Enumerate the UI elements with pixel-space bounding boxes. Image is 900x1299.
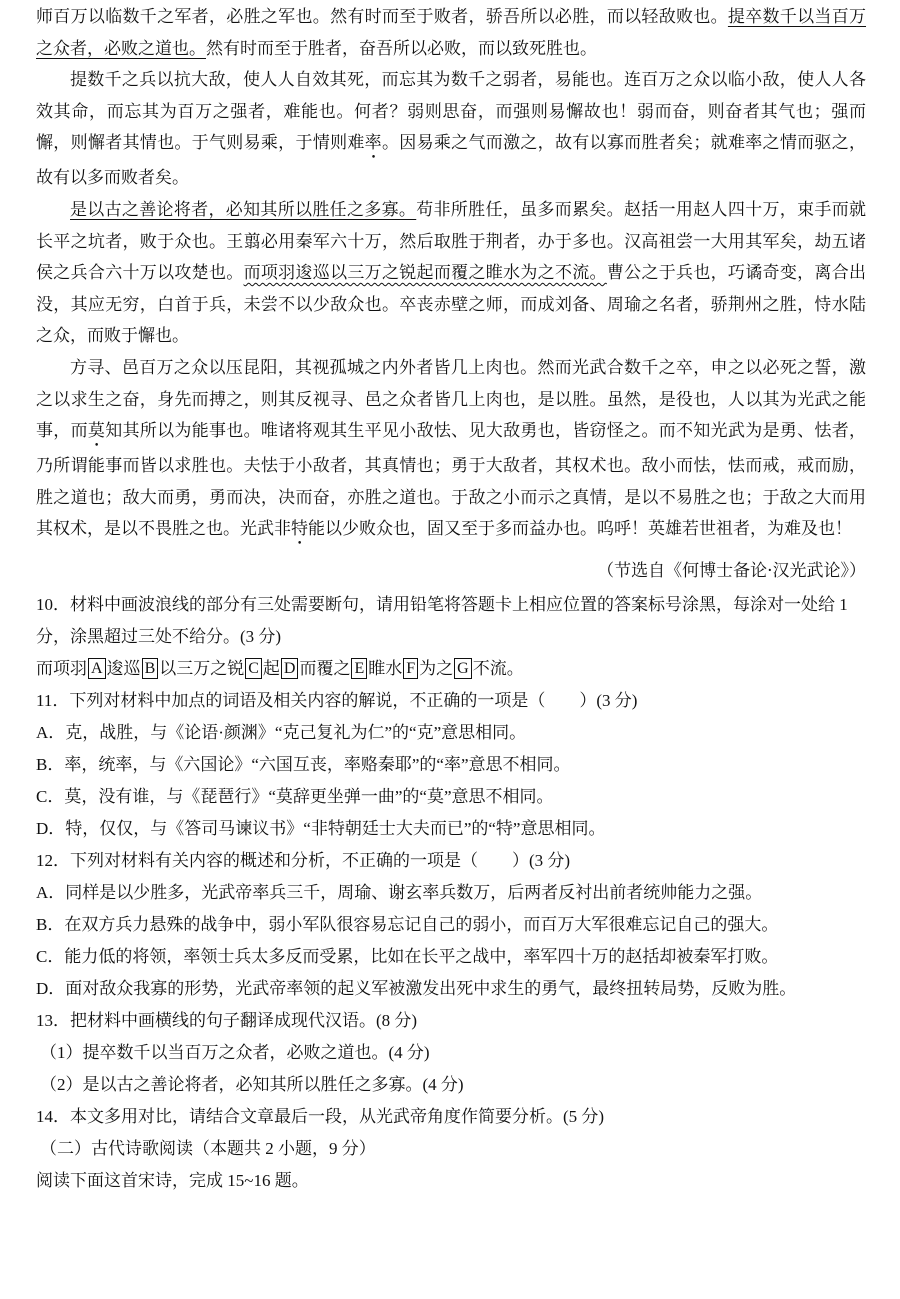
passage-paragraph-1 [36, 2, 866, 65]
passage-paragraph-3 [36, 195, 866, 353]
q10-box-g: G [454, 658, 472, 679]
passage-text: 能以少败众也，固又至于多而益办也。呜呼！英雄若世祖者，为难及也！ [308, 519, 852, 540]
question-13-item-1: （1）提卒数千以当百万之众者，必败之道也。(4 分) [40, 1043, 430, 1063]
dotted-word-lv: 率 [364, 133, 382, 154]
passage-text: 方寻、邑百万之众以压昆阳，其视孤城之内外者皆几上肉也。然而光武合数千之卒，申之以必死之誓，激之以求生之奋，身先而搏之，则其反视寻、邑之众者皆几上肉也，是以胜。虽然，是役也，人以其为光武之能事，而 [36, 357, 866, 442]
question-12-option-a: A．同样是以少胜多，光武帝率兵三千，周瑜、谢玄率兵数万，后两者反衬出前者统帅能力之强。 [36, 883, 763, 903]
q10-segment: 为之 [419, 659, 454, 679]
q10-segment: 而覆之 [299, 659, 351, 679]
underlined-sentence-2: 是以古之善论将者，必知其所以胜任之多寡。 [70, 199, 417, 220]
question-11-option-c: C．莫，没有谁，与《琵琶行》“莫辞更坐弹一曲”的“莫”意思不相同。 [36, 787, 554, 807]
question-13 [36, 1005, 866, 1101]
passage-text: 师百万以临数千之军者，必胜之军也。然有时而至于败者，骄吾所以必胜，而以轻敌败也。 [36, 7, 728, 27]
passage-text: 苟非所胜任，虽多而累矣。赵括一用赵人四十万，束手而就长平之坑者，败于众也。王翦必用秦军六十万，然后取胜于荆者，办于多也。汉高祖尝一大用其军矣，劫五诸侯之兵合六十万以攻楚也。 [36, 199, 867, 284]
section-2-title: （二）古代诗歌阅读（本题共 2 小题，9 分） [40, 1139, 376, 1159]
q10-box-b: B [142, 658, 159, 679]
question-12-stem: 12．下列对材料有关内容的概述和分析，不正确的一项是（ ）(3 分) [36, 851, 571, 871]
q10-segment: 以三万之锐 [159, 659, 245, 679]
dotted-word-mo: 莫 [87, 421, 106, 442]
exam-page [0, 2, 900, 1299]
dotted-word-te: 特 [291, 519, 308, 540]
question-11-option-a: A．克，战胜，与《论语·颜渊》“克己复礼为仁”的“克”意思相同。 [36, 723, 527, 743]
q10-segment: 睢水 [368, 659, 403, 679]
passage-text: 曹公之于兵也，巧谲奇变，离合出没，其应无穷，白首于兵，未尝不以少敌众也。卒丧赤壁之师，而成刘备、周瑜之名者，骄荆州之胜，恃水陆之众，而败于懈也。 [36, 263, 867, 347]
question-10-stem: 10．材料中画波浪线的部分有三处需要断句，请用铅笔将答题卡上相应位置的答案标号涂黑，每涂对一处给 1 分，涂黑超过三处不给分。(3 分) [36, 595, 848, 647]
passage-text: 。因易乘之气而激之，故有以寡而胜者矣；就难率之情而驱之，故有以多而败者矣。 [36, 133, 867, 189]
classical-passage [36, 2, 866, 549]
q10-box-e: E [351, 658, 367, 679]
question-12-option-c: C．能力低的将领，率领士兵太多反而受累，比如在长平之战中，率军四十万的赵括却被秦军打败。 [36, 947, 779, 967]
passage-text: 提数千之兵以抗大敌，使人人自效其死，而忘其为数千之弱者，易能也。连百万之众以临小敌，使人人各效其命，而忘其为百万之强者，难能也。何者？弱则思奋，而强则易懈故也！弱而奋，则奋者其气也；强而懈，则懈者其情也。于气则易乘，于情则难 [36, 70, 866, 154]
q10-box-a: A [88, 658, 106, 679]
q10-segment: 起 [262, 659, 280, 679]
wavy-underlined-sentence: 而项羽逡巡以三万之锐起而覆之睢水为之不流。 [243, 263, 607, 284]
poem-instruction: 阅读下面这首宋诗，完成 15~16 题。 [36, 1171, 309, 1191]
question-14 [36, 1101, 866, 1133]
passage-paragraph-4 [36, 353, 866, 549]
question-10-options [36, 653, 866, 685]
question-11-option-d: D．特，仅仅，与《答司马谏议书》“非特朝廷士大夫而已”的“特”意思相同。 [36, 819, 606, 839]
passage-paragraph-2 [36, 65, 866, 195]
passage-text: 知其所以为能事也。唯诸将观其生平见小敌怯、见大敌勇也，皆窃怪之。而不知光武为是勇、怯者，乃所谓能事而皆以求胜也。夫怯于小敌者，其真情也；勇于大敌者，其权术也。敌小而怯，怯而戒，戒而励，胜之道也；敌大而勇，勇而决，决而奋，亦胜之道也。于敌之小而示之真情，是以不易胜之也；于敌之大而用其权术，是以不畏胜之也。光武非 [36, 421, 867, 540]
question-12-option-d: D．面对敌众我寡的形势，光武帝率领的起义军被激发出死中求生的勇气，最终扭转局势，反败为胜。 [36, 979, 797, 999]
question-12-option-b: B．在双方兵力悬殊的战争中，弱小军队很容易忘记自己的弱小，而百万大军很难忘记自己的强大。 [36, 915, 779, 935]
question-14-stem: 14．本文多用对比，请结合文章最后一段，从光武帝角度作简要分析。(5 分) [36, 1107, 605, 1127]
question-11-option-b: B．率，统率，与《六国论》“六国互丧，率赂秦耶”的“率”意思不相同。 [36, 755, 571, 775]
passage-text: 然有时而至于胜者，奋吾所以必败，而以致死胜也。 [206, 38, 597, 59]
q10-box-c: C [245, 658, 262, 679]
q10-segment: 逡巡 [106, 659, 141, 679]
question-11-stem: 11．下列对材料中加点的词语及相关内容的解说，不正确的一项是（ ）(3 分) [36, 691, 638, 711]
question-13-stem: 13．把材料中画横线的句子翻译成现代汉语。(8 分) [36, 1011, 418, 1031]
question-13-item-2: （2）是以古之善论将者，必知其所以胜任之多寡。(4 分) [40, 1075, 464, 1095]
underlined-sentence-1: 提卒数千以当百万之众者，必败之道也。 [36, 7, 867, 59]
q10-box-f: F [403, 658, 418, 679]
q10-segment: 不流。 [472, 659, 524, 679]
passage-source: （节选自《何博士备论·汉光武论》） [597, 561, 866, 582]
question-10 [36, 589, 866, 685]
q10-box-d: D [281, 658, 299, 679]
question-11 [36, 685, 866, 845]
q10-segment: 而项羽 [36, 659, 87, 679]
question-12 [36, 845, 866, 1005]
